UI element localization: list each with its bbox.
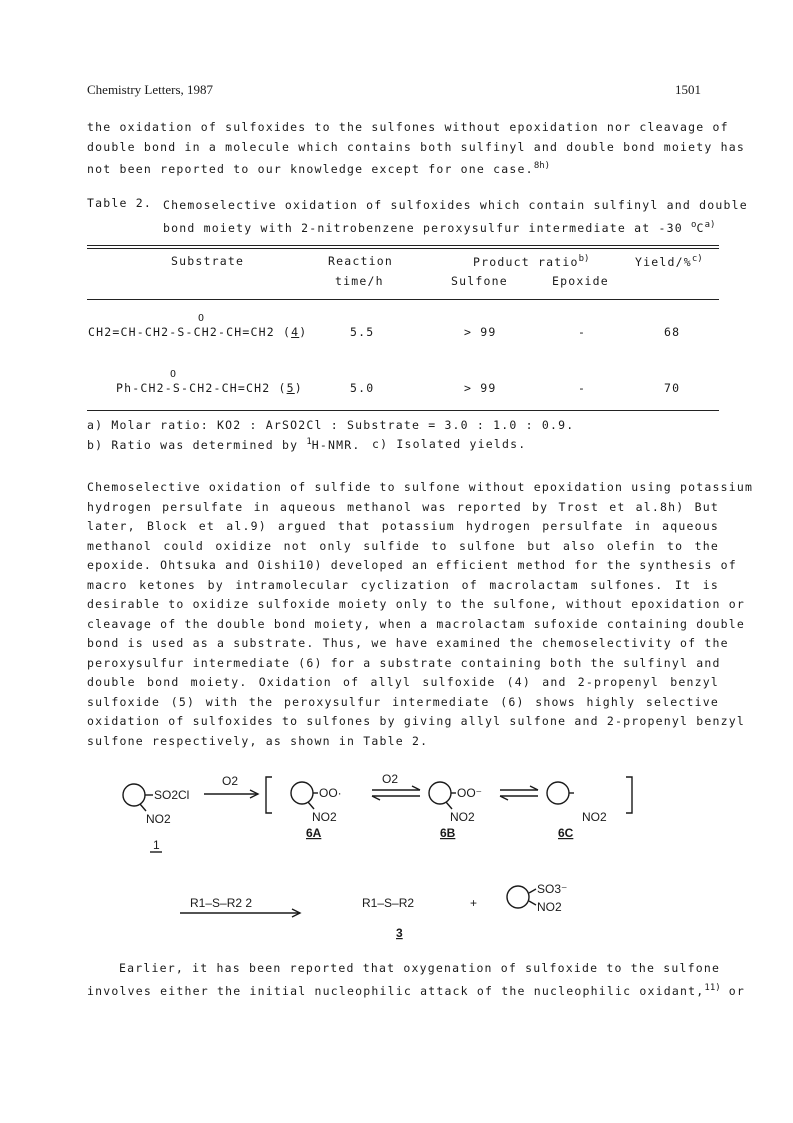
footnote-b-tail: H-NMR. [311,438,361,452]
body-line: hydrogen persulfate in aqueous methanol was reported by Trost et al.8h) But [87,499,719,514]
body-line: double bond moiety. Oxidation of allyl sulfoxide (4) and 2-propenyl benzyl [87,675,719,689]
temperature-unit: C [696,220,705,235]
header-product-note: b) [578,254,590,264]
intro-line-1: the oxidation of sulfoxides to the sulfones without epoxidation nor cleavage of [87,120,729,134]
nitro-group: NO2 [146,812,171,826]
row1-sulfone: > 99 [464,325,497,339]
body-line: Chemoselective oxidation of sulfide to sulfone without epoxidation using potassium [87,480,754,494]
intermediate-label-6a: 6A [306,826,322,840]
body-line: methanol could oxidize not only sulfide to sulfone but also olefin to the [87,538,719,553]
body-line: cleavage of the double bond moiety, when a macrolactam sufoxide containing double [87,616,746,631]
header-yield-text: Yield/% [635,255,692,269]
sulfoxide-substrate: R1–S–R2 2 [190,896,253,910]
compound-label: 5 [286,381,295,395]
product-label-3: 3 [396,926,403,940]
row1-yield: 68 [664,325,681,339]
sulfonyl-chloride-group: SO2Cl [154,788,190,802]
final-line-2-tail: or [720,983,746,998]
sulfinyl-oxygen-mark: O [170,369,178,380]
table-top-rule-2 [87,248,719,249]
intro-paragraph [87,118,746,180]
row1-time: 5.5 [350,325,375,339]
formula-2: Ph-CH2-S-CH2-CH=CH2 [116,381,271,395]
final-line-1: Earlier, it has been reported that oxygenation of sulfoxide to the sulfone [119,961,721,975]
header-time: time/h [335,274,384,288]
compound-label: 4 [291,325,300,339]
footnote-b-text: b) Ratio was determined by [87,438,307,452]
body-line: peroxysulfur intermediate (6) for a substrate containing both the sulfinyl and [87,655,721,670]
final-ref: 11) [704,982,721,993]
body-line: epoxide. Ohtsuka and Oishi10) developed an efficient method for the synthesis of [87,558,737,572]
intermediate-label-6c: 6C [558,826,574,840]
table-top-rule [87,245,719,246]
reaction-scheme [100,765,660,945]
superoxide-reagent-2: O2 [382,772,399,786]
intro-ref: 8h) [533,161,551,171]
header-product-ratio-text: Product ratio [473,255,579,269]
table-caption-line-1: Chemoselective oxidation of sulfoxides which contain sulfinyl and double [163,198,748,212]
intro-line-2: double bond in a molecule which contains both sulfinyl and double bond moiety has [87,139,746,154]
plus-sign: + [470,896,478,910]
header-epoxide: Epoxide [552,274,609,288]
final-line-2-text: involves either the initial nucleophilic attack of the nucleophilic oxidant, [87,983,705,998]
superoxide-reagent: O2 [222,774,239,788]
body-paragraph [87,478,754,751]
nitro-group-a: NO2 [312,810,337,824]
intro-line-3 [87,157,719,180]
peroxy-radical-a: OO· [319,786,342,800]
formula-1: CH2=CH-CH2-S-CH2-CH=CH2 [88,325,275,339]
table-caption-label: Table 2. [87,196,152,210]
footnote-c: c) Isolated yields. [372,437,527,451]
body-line: sulfone respectively, as shown in Table 2. [87,733,429,748]
footnote-a: a) Molar ratio: KO2 : ArSO2Cl : Substrate = 3.0 : 1.0 : 0.9. [87,418,575,432]
sulfinyl-oxygen-mark: O [198,313,206,324]
page-number: 1501 [675,82,701,97]
header-yield-note: c) [691,254,703,264]
body-line: oxidation of sulfoxides to sulfones by giving allyl sulfone and 2-propenyl benzyl [87,714,746,728]
header-yield [635,254,703,269]
row2-sulfone: > 99 [464,381,497,395]
sulfone-product: R1–S–R2 [362,896,415,910]
table-row-formula: CH2=CH-CH2-S-CH2-CH=CH2 (4) [88,325,308,339]
starting-material-label: 1 [153,838,160,852]
header-product-ratio [473,254,589,269]
caption-note: a) [704,219,716,230]
header-reaction: Reaction [328,254,393,268]
row2-yield: 70 [664,381,681,395]
header-sulfone: Sulfone [451,274,508,288]
row2-epoxide: - [578,381,587,395]
table-bottom-rule [87,410,719,411]
intro-line-3-text: not been reported to our knowledge except for one case. [87,162,534,176]
peroxy-anion-b: OO⁻ [457,786,483,800]
footnote-b-sup: 1 [306,437,312,447]
sulfonate-group: SO3⁻ [537,882,568,896]
degree-symbol: o [691,219,697,230]
nitro-group-product: NO2 [537,900,562,914]
nitro-group-c: NO2 [582,810,607,824]
row2-time: 5.0 [350,381,375,395]
body-line: sulfoxide (5) with the peroxysulfur intermediate (6) shows highly selective [87,694,719,709]
intermediate-label-6b: 6B [440,826,456,840]
table-header-rule [87,299,719,300]
row1-epoxide: - [578,325,587,339]
body-line: later, Block et al.9) argued that potassium hydrogen persulfate in aqueous [87,519,719,533]
body-line: macro ketones by intramolecular cyclization of macrolactam sulfones. It is [87,577,719,592]
table-caption-line-2-text: bond moiety with 2-nitrobenzene peroxysulfur intermediate at -30 [163,220,692,235]
final-paragraph [87,959,746,1001]
table-row-formula: Ph-CH2-S-CH2-CH=CH2 (5) [116,381,303,395]
table-caption [163,196,748,238]
body-line: bond is used as a substrate. Thus, we have examined the chemoselectivity of the [87,636,729,650]
header-substrate: Substrate [171,254,245,268]
table-caption-line-2 [163,216,719,239]
benzene-ring-icon [123,784,145,806]
journal-header: Chemistry Letters, 1987 [87,82,214,97]
body-line: desirable to oxidize sulfoxide moiety only to the sulfone, without epoxidation or [87,597,746,611]
nitro-group-b: NO2 [450,810,475,824]
final-line-2 [87,979,746,1002]
footnote-b [87,437,361,452]
